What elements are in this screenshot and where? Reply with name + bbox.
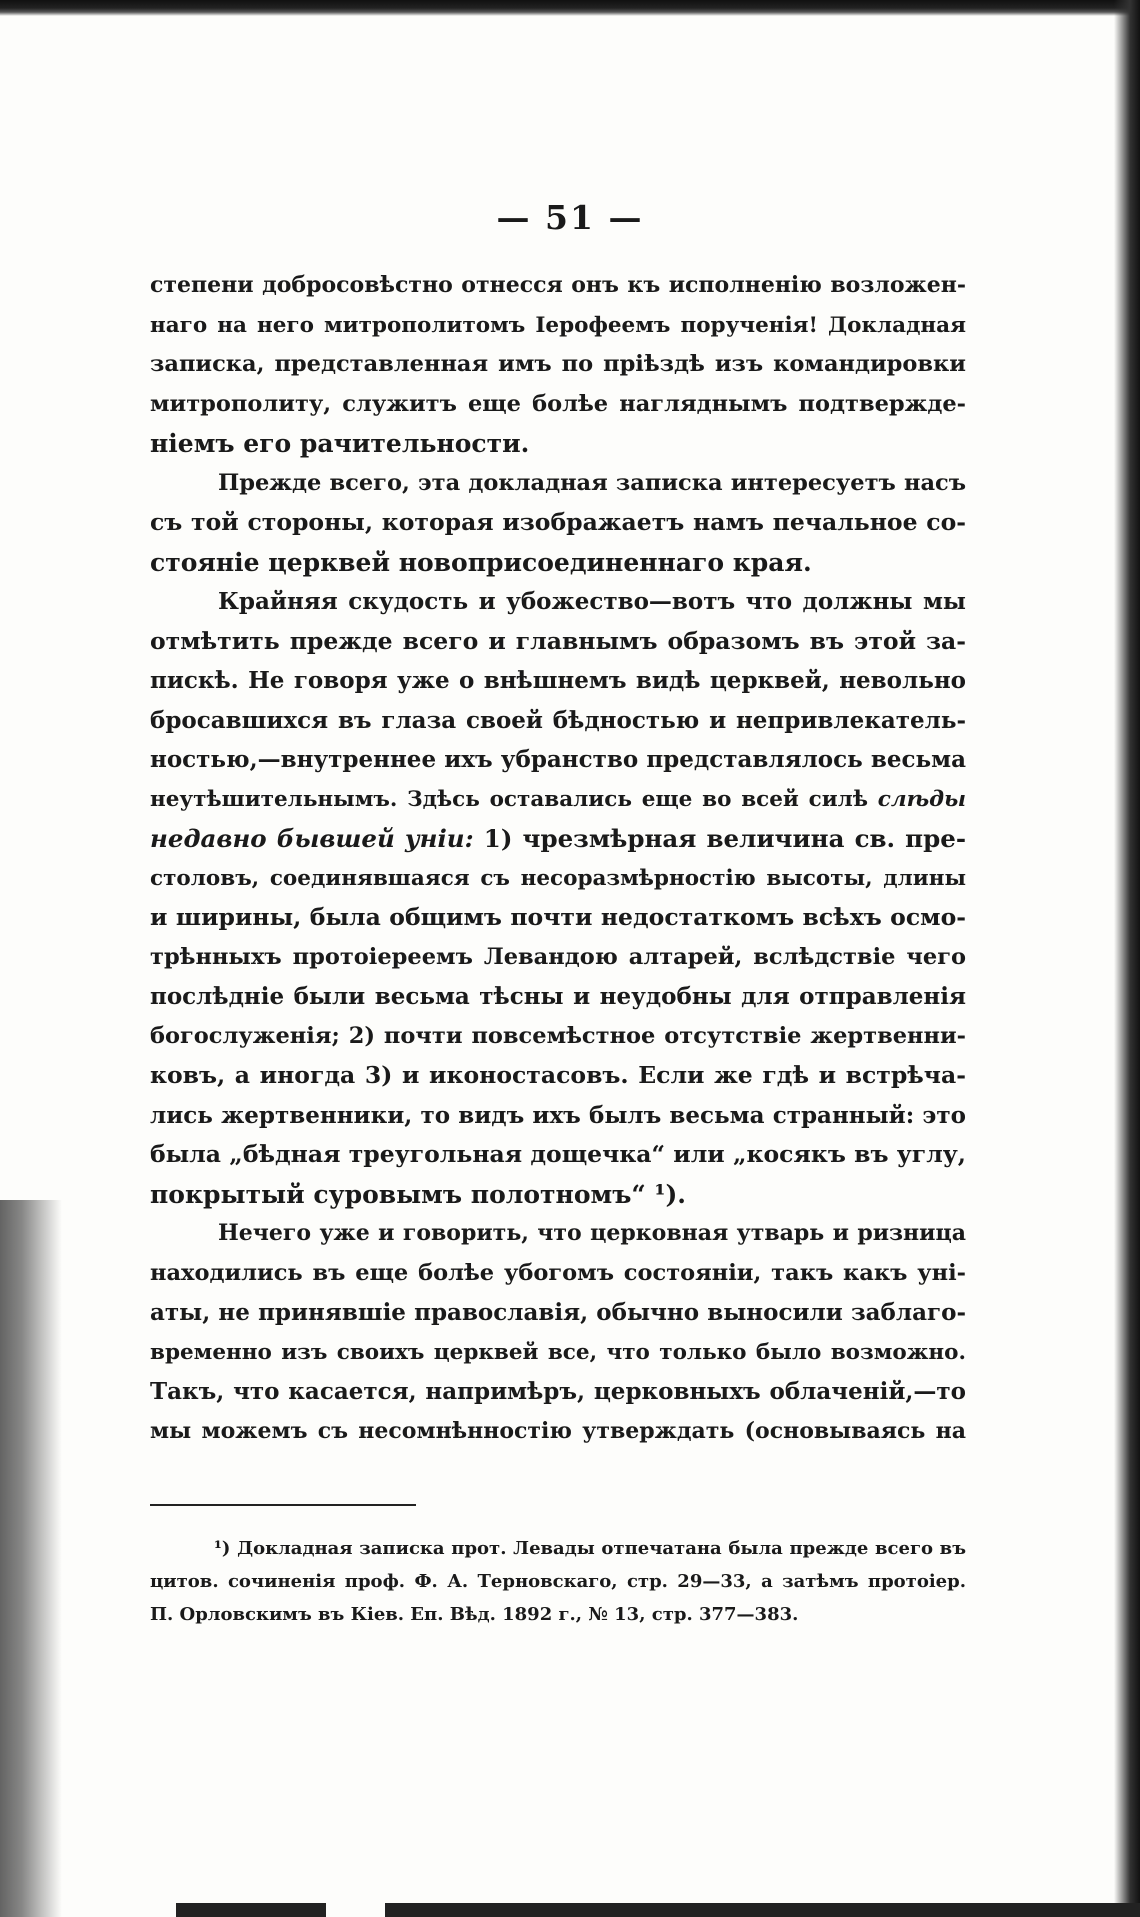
footnote-separator	[150, 1504, 416, 1506]
page-number: — 51 —	[496, 198, 644, 237]
text-line: бросавшихся въ глаза своей бѣдностью и непривлекатель-	[150, 706, 966, 734]
text-line: ковъ, а иногда 3) и иконостасовъ. Если же гдѣ и встрѣча-	[150, 1061, 966, 1089]
text-line: пискѣ. Не говоря уже о внѣшнемъ видѣ церквей, невольно	[150, 667, 966, 694]
scan-edge-bottom-left	[176, 1903, 326, 1917]
text-line: была „бѣдная треугольная дощечка“ или „косякъ въ углу,	[150, 1140, 966, 1168]
text-line-with-italic	[150, 819, 966, 859]
text-line: ностью,—внутреннее ихъ убранство представлялось весьма	[150, 746, 966, 773]
text-line: аты, не принявшіе православія, обычно выносили заблаго-	[150, 1299, 966, 1326]
text-line: послѣдніе были весьма тѣсны и неудобны для отправленія	[150, 983, 966, 1010]
scan-edge-right	[1114, 0, 1140, 1917]
body-text	[150, 266, 966, 1451]
italic-phrase: недавно бывшей уніи:	[150, 824, 474, 853]
text-line: митрополиту, служитъ еще болѣе нагляднымъ подтвержде-	[150, 390, 966, 417]
footnotes	[150, 1532, 966, 1631]
text-line: записка, представленная имъ по пріѣздѣ изъ командировки	[150, 351, 966, 377]
footnote-line: ¹) Докладная записка прот. Левады отпечатана была прежде всего въ	[214, 1538, 966, 1559]
text-line: Нечего уже и говорить, что церковная утварь и ризница	[218, 1220, 966, 1246]
text-line: трѣнныхъ протоіереемъ Левандою алтарей, вслѣдствіе чего	[150, 943, 966, 970]
text-line: и ширины, была общимъ почти недостаткомъ всѣхъ осмо-	[150, 903, 966, 931]
text-line: покрытый суровымъ полотномъ“ ¹).	[150, 1179, 686, 1209]
text-line: богослуженія; 2) почти повсемѣстное отсутствіе жертвенни-	[150, 1022, 966, 1049]
text-line-with-italic	[150, 780, 966, 820]
italic-phrase: слѣды	[877, 786, 966, 812]
scan-edge-left	[0, 1200, 62, 1917]
text-segment: 1) чрезмѣрная величина св. пре-	[483, 824, 966, 853]
text-line: лись жертвенники, то видъ ихъ былъ весьма странный: это	[150, 1101, 966, 1129]
text-line: стояніе церквей новоприсоединеннаго края.	[150, 547, 812, 577]
text-line: Крайняя скудость и убожество—вотъ что должны мы	[218, 588, 966, 615]
footnote-line: П. Орловскимъ въ Кіев. Еп. Вѣд. 1892 г., № 13, стр. 377—383.	[150, 1604, 799, 1625]
text-line: ніемъ его рачительности.	[150, 429, 530, 458]
text-line: мы можемъ съ несомнѣнностію утверждать (основываясь на	[150, 1417, 966, 1444]
text-line: Прежде всего, эта докладная записка интересуетъ насъ	[218, 469, 966, 496]
footnote-line: цитов. сочиненія проф. Ф. А. Терновскаго, стр. 29—33, а затѣмъ протоіер.	[150, 1571, 966, 1592]
text-line: Такъ, что касается, напримѣръ, церковныхъ облаченій,—то	[150, 1378, 966, 1405]
text-line: находились въ еще болѣе убогомъ состояніи, такъ какъ уні-	[150, 1259, 966, 1286]
text-line: столовъ, соединявшаяся съ несоразмѣрностію высоты, длины	[150, 865, 966, 891]
text-line: наго на него митрополитомъ Іерофеемъ порученія! Докладная	[150, 312, 966, 338]
scan-edge-top	[0, 0, 1140, 16]
text-line: временно изъ своихъ церквей все, что только было возможно.	[150, 1339, 966, 1365]
text-line: отмѣтить прежде всего и главнымъ образомъ въ этой за-	[150, 626, 966, 655]
text-line: съ той стороны, которая изображаетъ намъ печальное со-	[150, 508, 966, 536]
text-segment: неутѣшительнымъ. Здѣсь оставались еще во всей силѣ	[150, 786, 868, 812]
text-line: степени добросовѣстно отнесся онъ къ исполненію возложен-	[150, 272, 966, 298]
scan-edge-bottom-right	[385, 1903, 1140, 1917]
